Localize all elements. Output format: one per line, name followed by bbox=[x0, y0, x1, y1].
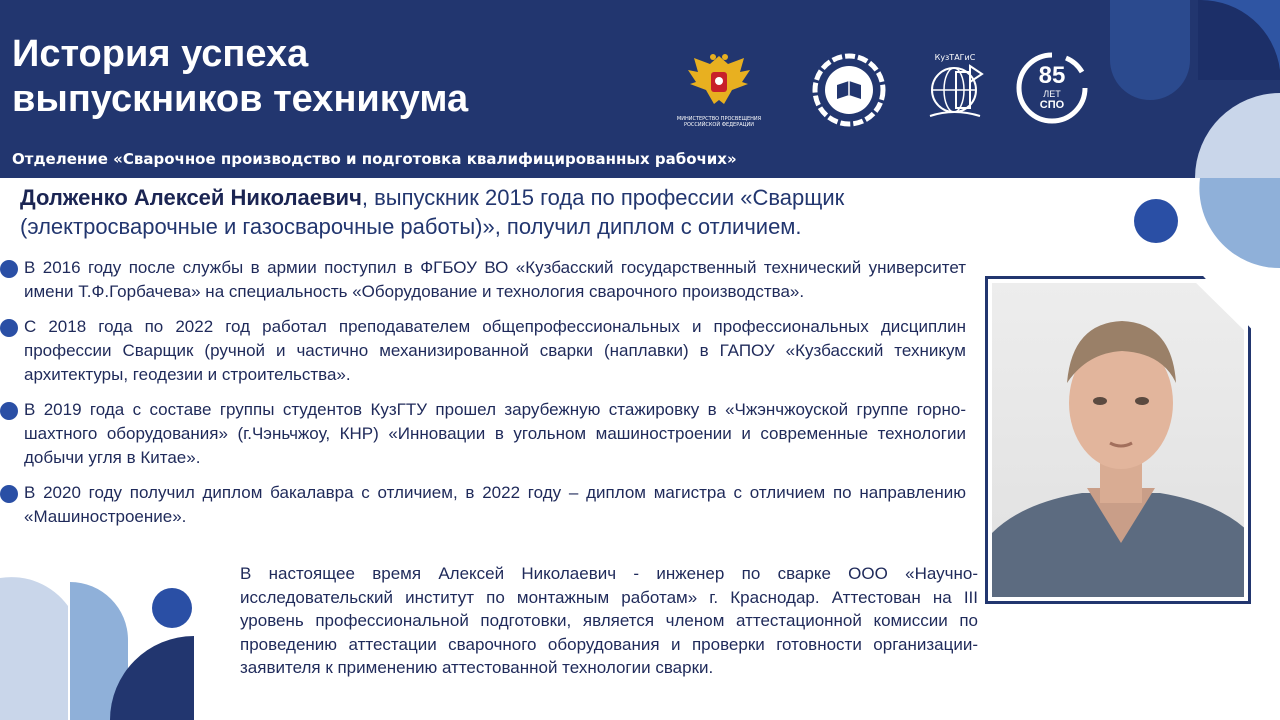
title-line-2: выпускников техникума bbox=[12, 78, 469, 120]
photo-frame bbox=[985, 276, 1251, 604]
ministry-emblem-icon bbox=[680, 50, 758, 110]
list-item: С 2018 года по 2022 год работал преподавателем общепрофессиональных и профессиональных дисциплин профессии Сварщик (ручной и частично механизированной сварки (наплавки) в ГАПОУ «Кузбасский техникум архитектуры, геодезии и строительства». bbox=[0, 315, 966, 387]
list-item: В 2019 года с составе группы студентов КузГТУ прошел зарубежную стажировку в «Чжэнчжоуской группе горно-шахтного оборудования» (г.Чэньчжоу, КНР) «Инновации в угольном машиностроении и современные технологии добычи угля в Китае». bbox=[0, 398, 966, 470]
list-item: В 2020 году получил диплом бакалавра с отличием, в 2022 году – диплом магистра с отличием по направлению «Машиностроение». bbox=[0, 481, 966, 529]
kuztagis-logo-icon bbox=[924, 52, 992, 124]
lead-text: , выпускник 2015 года по профессии «Сварщик (электросварочные и газосварочные работы)», получил диплом с отличием. bbox=[20, 185, 845, 239]
lead-paragraph bbox=[20, 183, 980, 241]
header-decoration bbox=[1100, 0, 1280, 178]
anniversary-word-2: СПО bbox=[1039, 99, 1065, 111]
department-subtitle: Отделение «Сварочное производство и подготовка квалифицированных рабочих» bbox=[12, 150, 737, 168]
anniversary-number: 85 bbox=[1038, 62, 1066, 89]
kuztagis-label: КузТАГиС bbox=[934, 53, 976, 62]
ministry-caption: МИНИСТЕРСТВО ПРОСВЕЩЕНИЯ РОССИЙСКОЙ ФЕДЕРАЦИИ bbox=[676, 116, 762, 128]
bullet-dot-icon bbox=[0, 402, 18, 420]
title-line-1: История успеха bbox=[12, 33, 309, 75]
graduate-photo bbox=[992, 283, 1244, 597]
right-decoration bbox=[1120, 178, 1280, 278]
bottom-left-decoration bbox=[0, 566, 240, 720]
bullet-dot-icon bbox=[0, 260, 18, 278]
portrait-icon bbox=[992, 283, 1244, 597]
bullet-dot-icon bbox=[0, 485, 18, 503]
anniversary-word-1: ЛЕТ bbox=[1043, 89, 1061, 99]
achievements-list bbox=[0, 256, 966, 540]
list-item: В 2016 году после службы в армии поступил в ФГБОУ ВО «Кузбасский государственный технический университет имени Т.Ф.Горбачева» на специальность «Оборудование и технология сварочного производства». bbox=[0, 256, 966, 304]
graduate-name: Долженко Алексей Николаевич bbox=[20, 185, 362, 210]
bullet-dot-icon bbox=[0, 319, 18, 337]
current-position-paragraph: В настоящее время Алексей Николаевич - инженер по сварке ООО «Научно-исследовательский институт по монтажным работам» г. Краснодар. Аттестован на III уровень профессиональной подготовки, является членом аттестационной комиссии по проведению аттестации сварочного оборудования и проверки готовности организации-заявителя к применению аттестованной технологии сварки. bbox=[240, 564, 978, 677]
header-banner bbox=[0, 0, 1280, 178]
page-title bbox=[12, 32, 468, 122]
nrpo-label: НРПО bbox=[838, 113, 860, 121]
